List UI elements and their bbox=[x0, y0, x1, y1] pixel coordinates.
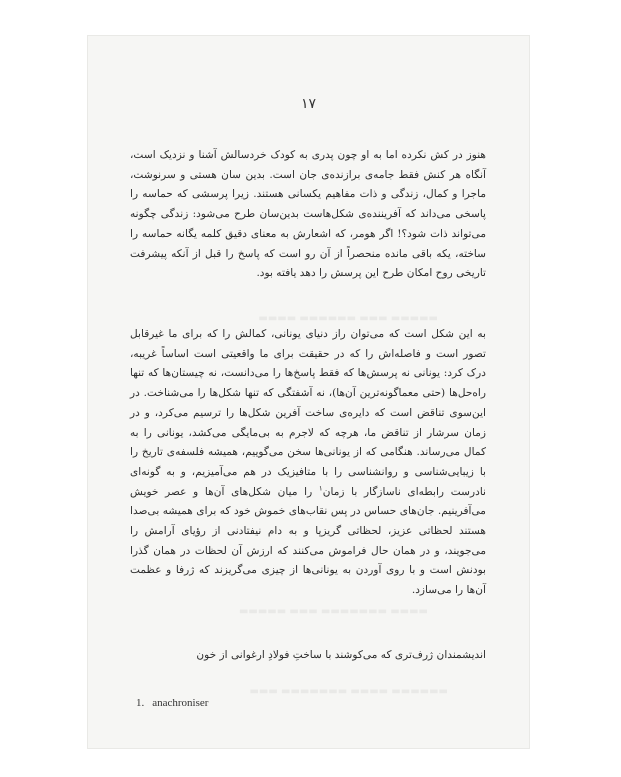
paragraph-2-part-2: را میان شکل‌های آن‌ها و عصر خویش می‌آفرینیم. جان‌های حساس در پس نقاب‌های خموش خود که برای همیشه بی‌صدا هستند لحظاتی عزیز، لحظاتی گریزپا و به دام نیفتادنی از رؤیای آرامش را می‌جویند، و در همان حال فراموش می‌کنند که ارزش آن لحظات در همان گذرا بودنش است و با روی آوردن به یونانی‌ها از چیزی می‌گریزند که ژرفا و عظمت آن‌ها را می‌سازد. bbox=[130, 485, 486, 597]
footnote-text: anachroniser bbox=[152, 697, 209, 709]
paragraph-1-text: هنوز در کش نکرده اما به او چون پدری به کودک خردسالش آشنا و نزدیک است، آنگاه هر کنش فقط جامه‌ی برازنده‌ی جان است. بدین سان هستی و سرنوشت، ماجرا و کمال، زندگی و ذات مفاهیم یکسانی هستند. زیرا پرسشی که حماسه را پاسخی می‌داند که آفریننده‌ی شکل‌هاست بدین‌سان طرح می‌شود: زندگی چگونه می‌تواند ذات شود؟! اگر هومر، که اشعارش به معنای دقیق کلمه یگانه حماسه را ساخته، یکه باقی مانده منحصراً از آن رو است که پاسخ را قبل از آنکه پیشرفت تاریخی روح امکان طرح این پرسش را دهد یافته بود. bbox=[130, 149, 486, 280]
bleed-through-text: ▬▬▬▬▬ ▬▬▬ ▬▬▬▬▬▬ ▬▬▬▬ bbox=[258, 313, 438, 324]
footnote bbox=[136, 697, 208, 709]
paragraph-2-text bbox=[130, 325, 486, 601]
paragraph-1 bbox=[130, 146, 486, 284]
footnote-number: 1. bbox=[136, 697, 145, 709]
footnote-marker: ۱ bbox=[318, 484, 323, 493]
bleed-through-text: ▬▬▬▬▬▬ ▬▬▬▬ ▬▬▬▬▬▬▬ ▬▬▬ bbox=[249, 686, 448, 697]
paragraph-2-part-1: به این شکل است که می‌توان راز دنیای یونانی، کمالش را که برای ما غیرقابل تصور است و فاصله‌اش را که در حقیقت برای ما واقعیتی است اساساً غریبه، درک کرد: یونانی نه پرسش‌ها که فقط پاسخ‌ها را می‌دانست، نه چیستان‌ها که تنها راه‌حل‌ها (حتی معماگونه‌ترین آن‌ها)، نه آشفتگی که تنها شکل‌ها را می‌شناخت. در این‌سوی تناقض است که دایره‌ی ساخت آفرین شکل‌ها را ترسیم می‌کرد، و در زمان سرشار از تناقض ما، هرچه که لاجرم به بی‌مایگی می‌کشد، یونانی را به کمال می‌رساند. هنگامی که از یونانی‌ها سخن می‌گوییم، همیشه فلسفه‌ی تاریخ را با زیبایی‌شناسی و روانشناسی را با متافیزیک در هم می‌آمیزیم، و به گونه‌ای نادرست رابطه‌ای ناسازگار با زمان bbox=[130, 328, 486, 498]
paragraph-3-text: اندیشمندان ژرف‌تری که می‌کوشند با ساختِ فولادِ ارغوانی از خون bbox=[196, 649, 486, 661]
bleed-through-text: ▬▬▬▬ ▬▬▬▬▬▬▬ ▬▬▬ ▬▬▬▬▬ bbox=[238, 606, 428, 617]
book-page bbox=[88, 36, 529, 748]
paragraph-2 bbox=[130, 325, 486, 601]
page-number: ۱۷ bbox=[300, 96, 317, 112]
paragraph-3 bbox=[130, 646, 486, 666]
